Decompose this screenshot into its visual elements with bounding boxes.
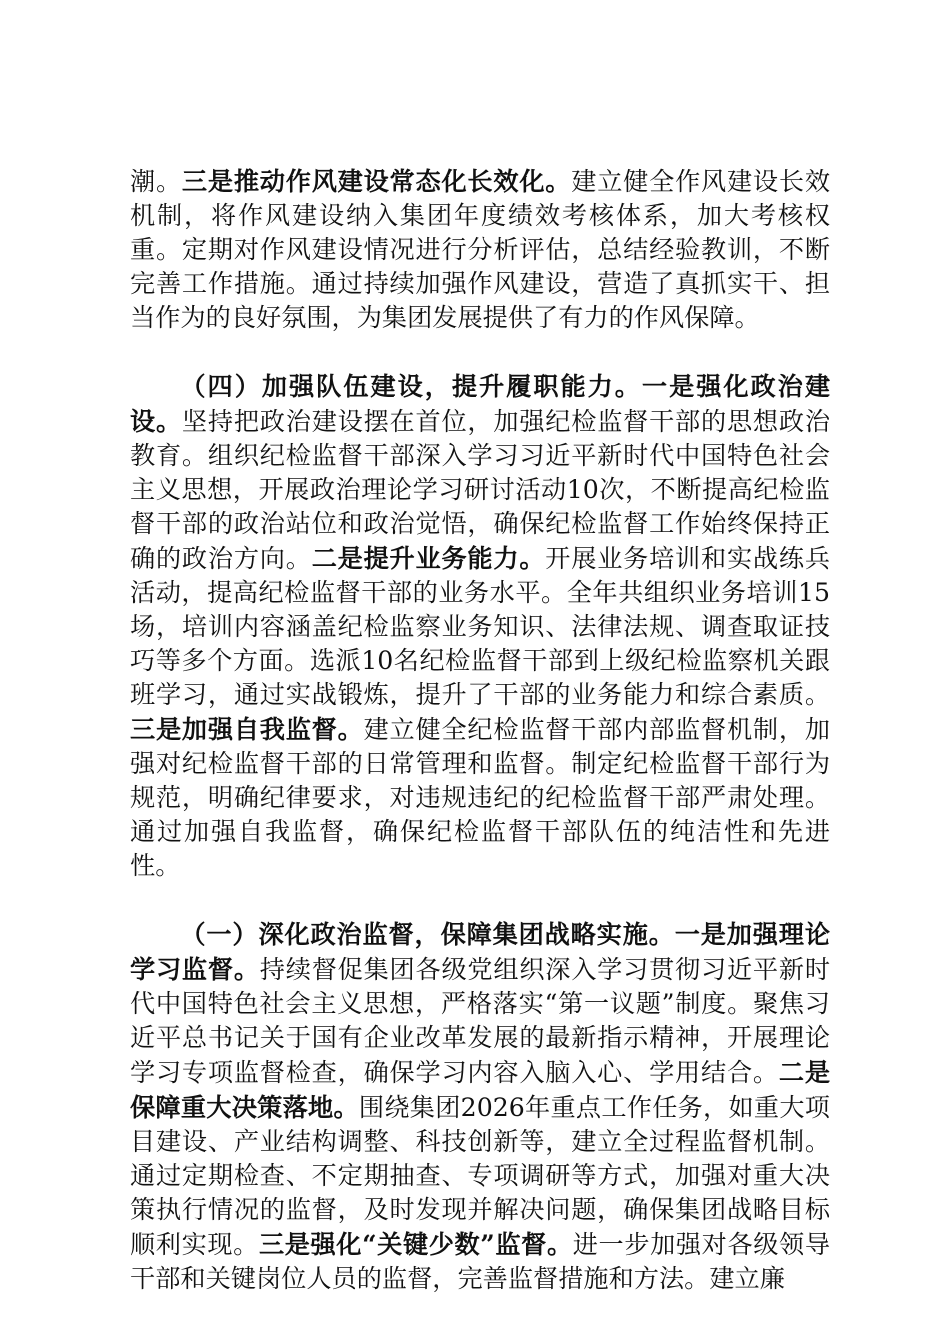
paragraph-text: 围绕集团2026年重点工作任务，如重大项目建设、产业结构调整、科技创新等，建立全过程监督机制。通过定期检查、不定期抽查、专项调研等方式，加强对重大决策执行情况的监督，及时发现并解决问题，确保集团战略目标顺利实现。 [130,1093,830,1259]
bold-lead-phrase: 三是推动作风建设常态化长效化。 [181,166,572,196]
bold-lead-phrase: 三是强化“关键少数”监督。 [258,1229,573,1259]
paragraph-political-supervision [130,917,830,1296]
paragraph-text: 坚持把政治建设摆在首位，加强纪检监督干部的思想政治教育。组织纪检监督干部深入学习习近平新时代中国特色社会主义思想，开展政治理论学习研讨活动10次，不断提高纪检监督干部的政治站位和政治觉悟，确保纪检监督工作始终保持正确的政治方向。 [130,407,831,573]
bold-section-title: （四）加强队伍建设，提升履职能力。一是强化政治建设。 [130,371,830,436]
paragraph-text: 开展业务培训和实战练兵活动，提高纪检监督干部的业务水平。全年共组织业务培训15场，培训内容涵盖纪检监察业务知识、法律法规、调查取证技巧等多个方面。选派10名纪检监督干部到上级纪检监察机关跟班学习，通过实战锻炼，提升了干部的业务能力和综合素质。 [130,544,831,709]
paragraph-text: 进一步加强对各级领导干部和关键岗位人员的监督，完善监督措施和方法。建立廉 [130,1230,831,1293]
bold-lead-phrase: 二是提升业务能力。 [311,543,546,573]
paragraph-text: 持续督促集团各级党组织深入学习贯彻习近平新时代中国特色社会主义思想，严格落实“第一议题”制度。聚焦习近平总书记关于国有企业改革发展的最新指示精神，开展理论学习专项监督检查，确保学习内容入脑入心、学用结合。 [130,955,831,1087]
document-body [130,164,830,1296]
paragraph-style-building [130,164,830,335]
bold-section-title: （一）深化政治监督，保障集团战略实施。一是加强理论学习监督。 [130,919,830,984]
paragraph-text: 建立健全纪检监督干部内部监督机制，加强对纪检监督干部的日常管理和监督。制定纪检监督干部行为规范，明确纪律要求，对违规违纪的纪检监督干部严肃处理。通过加强自我监督，确保纪检监督干部队伍的纯洁性和先进性。 [130,715,831,880]
paragraph-team-building [130,369,830,883]
bold-lead-phrase: 三是加强自我监督。 [130,714,364,744]
paragraph-text: 潮。 [130,167,182,196]
paragraph-text: 建立健全作风建设长效机制，将作风建设纳入集团年度绩效考核体系，加大考核权重。定期对作风建设情况进行分析评估，总结经验教训，不断完善工作措施。通过持续加强作风建设，营造了真抓实干、担当作为的良好氛围，为集团发展提供了有力的作风保障。 [130,167,831,332]
bold-lead-phrase: 二是保障重大决策落地。 [130,1057,831,1122]
